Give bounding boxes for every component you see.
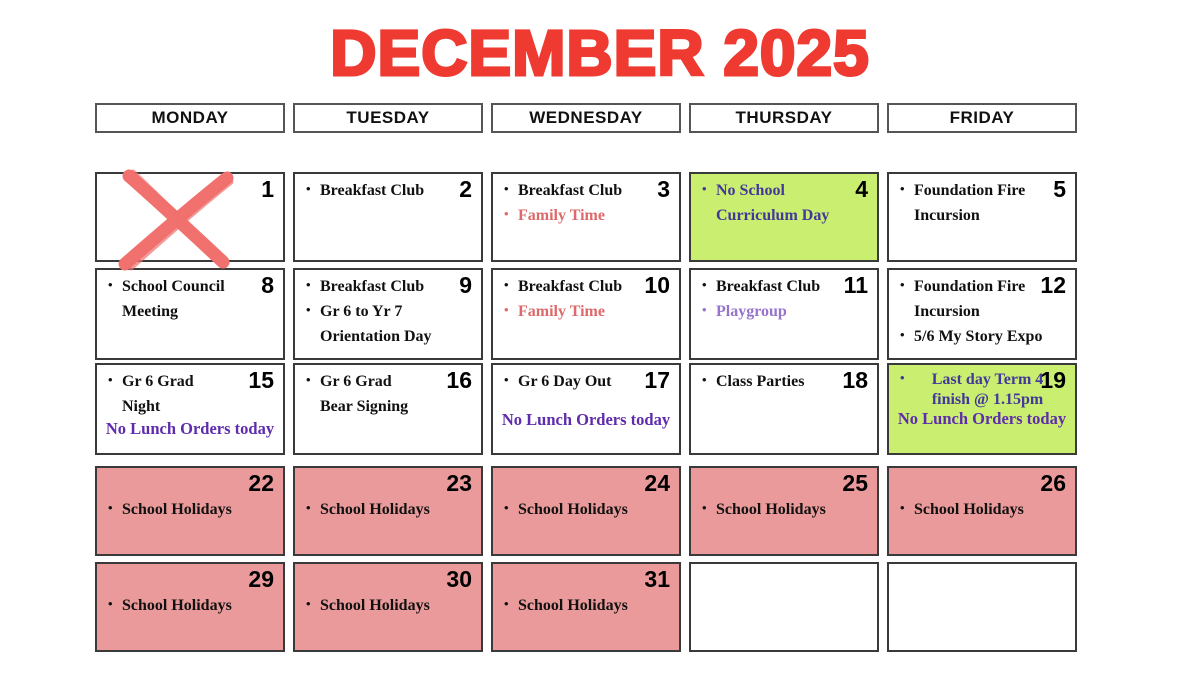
day-cell-24 (491, 466, 681, 556)
day-number: 2 (459, 176, 472, 202)
event-label: • School Holidays (501, 498, 671, 523)
day-cell-9 (293, 268, 483, 360)
day-number: 24 (644, 470, 670, 496)
day-number: 12 (1040, 272, 1066, 298)
day-cell-31 (491, 562, 681, 652)
day-number: 19 (1040, 367, 1066, 393)
empty-cell (887, 562, 1077, 652)
day-cell-19 (887, 363, 1077, 455)
day-number: 16 (446, 367, 472, 393)
day-cell-16 (293, 363, 483, 455)
day-cell-8 (95, 268, 285, 360)
event-label: • Playgroup (699, 300, 869, 325)
day-cell-5 (887, 172, 1077, 262)
day-cell-11 (689, 268, 879, 360)
event-label: • Foundation Fire Incursion (897, 275, 1067, 325)
day-cell-26 (887, 466, 1077, 556)
crossed-out-icon (101, 166, 261, 270)
page-title: DECEMBER 2025 (330, 17, 870, 89)
day-cell-25 (689, 466, 879, 556)
day-number: 25 (842, 470, 868, 496)
day-cell-1 (95, 172, 285, 262)
no-lunch-note: No Lunch Orders today (105, 418, 275, 438)
event-label: • Gr 6 Grad Bear Signing (303, 370, 473, 420)
day-number: 17 (644, 367, 670, 393)
day-cell-18 (689, 363, 879, 455)
day-cell-12 (887, 268, 1077, 360)
day-number: 1 (261, 176, 274, 202)
event-label: • Family Time (501, 300, 671, 325)
event-label: • No School Curriculum Day (699, 179, 869, 229)
day-cell-22 (95, 466, 285, 556)
day-number: 11 (843, 272, 868, 298)
event-label: • Family Time (501, 204, 671, 229)
day-cell-23 (293, 466, 483, 556)
day-cell-29 (95, 562, 285, 652)
weekday-header-thursday: THURSDAY (689, 103, 879, 133)
event-label: • School Holidays (699, 498, 869, 523)
event-label: • Breakfast Club (699, 275, 869, 300)
day-number: 18 (842, 367, 868, 393)
event-label: • School Holidays (897, 498, 1067, 523)
day-number: 4 (855, 176, 868, 202)
event-label: • Breakfast Club (303, 275, 473, 300)
event-label: • School Holidays (105, 594, 275, 619)
weekday-header-monday: MONDAY (95, 103, 285, 133)
event-label: • Breakfast Club (303, 179, 473, 204)
day-cell-10 (491, 268, 681, 360)
event-label: • Gr 6 to Yr 7 Orientation Day (303, 300, 473, 350)
day-number: 3 (657, 176, 670, 202)
day-number: 29 (248, 566, 274, 592)
day-number: 30 (446, 566, 472, 592)
event-label: • Last day Term 4 finish @ 1.15pm (897, 370, 1067, 410)
empty-cell (689, 562, 879, 652)
weekday-header-friday: FRIDAY (887, 103, 1077, 133)
day-cell-17 (491, 363, 681, 455)
event-label: • Breakfast Club (501, 275, 671, 300)
day-number: 22 (248, 470, 274, 496)
day-cell-2 (293, 172, 483, 262)
event-label: • Breakfast Club (501, 179, 671, 204)
day-number: 8 (261, 272, 274, 298)
day-cell-15 (95, 363, 285, 455)
event-label: • Gr 6 Grad Night (105, 370, 275, 420)
day-cell-4 (689, 172, 879, 262)
day-number: 26 (1040, 470, 1066, 496)
no-lunch-note: No Lunch Orders today (501, 409, 671, 429)
event-label: • Class Parties (699, 370, 869, 395)
event-label: • School Council Meeting (105, 275, 275, 325)
event-label: • Gr 6 Day Out (501, 370, 671, 395)
no-lunch-note: No Lunch Orders today (897, 409, 1067, 428)
calendar-grid (95, 103, 1077, 652)
day-number: 10 (644, 272, 670, 298)
event-label: • Foundation Fire Incursion (897, 179, 1067, 229)
day-number: 31 (644, 566, 670, 592)
day-number: 23 (446, 470, 472, 496)
event-label: • School Holidays (501, 594, 671, 619)
day-cell-3 (491, 172, 681, 262)
day-number: 15 (248, 367, 274, 393)
weekday-header-tuesday: TUESDAY (293, 103, 483, 133)
day-cell-30 (293, 562, 483, 652)
event-label: • 5/6 My Story Expo (897, 325, 1067, 350)
event-label: • School Holidays (105, 498, 275, 523)
weekday-header-wednesday: WEDNESDAY (491, 103, 681, 133)
day-number: 9 (459, 272, 472, 298)
day-number: 5 (1053, 176, 1066, 202)
event-label: • School Holidays (303, 498, 473, 523)
event-label: • School Holidays (303, 594, 473, 619)
